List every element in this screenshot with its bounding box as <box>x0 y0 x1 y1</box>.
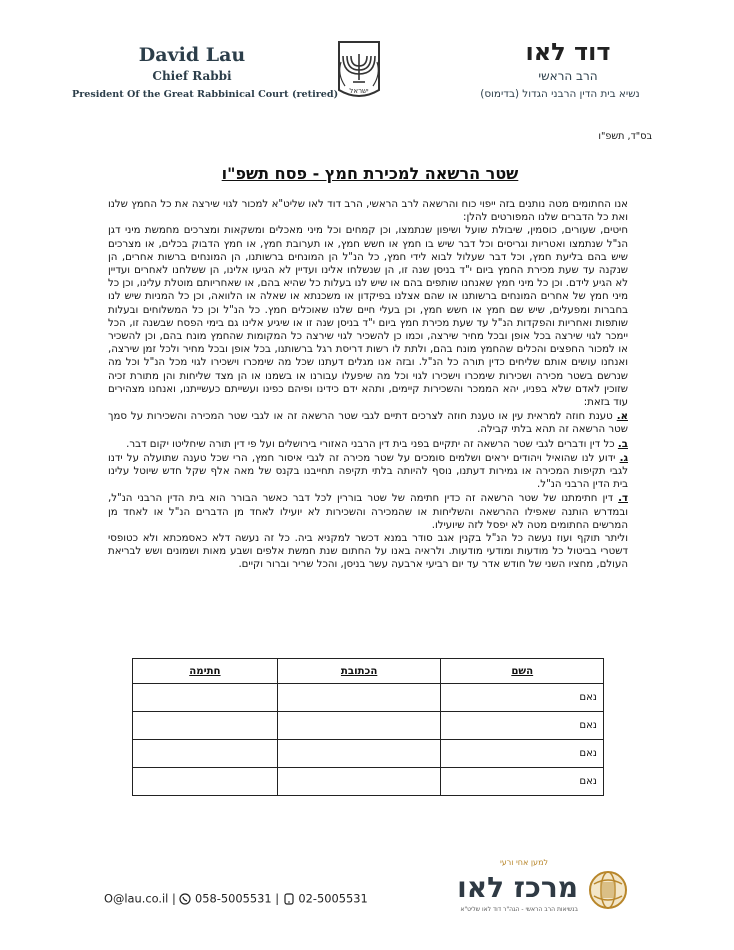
hebrew-name: דוד לאו <box>525 38 611 66</box>
english-president-line: President Of the Great Rabbinical Court (retired) <box>72 89 339 100</box>
closing-paragraph: וליתר תוקף ועוז נעשה כל הנ"ל בקנין אגב סודר במנא דכשר למקניא ביה. כל זה נעשה דלא כאסמכתא ולא כטופסי דשטרי בביטול כל מודעות ומודעי מודעות. ולראיה באנו על החתום שנת חמשת אלפים ושבע מאות ושמונים ושש לבריאת העולם, מחציו השני של חודש אדר עד יום רביעי ארבעה עשר בניסן, והכל שריר וברור וקיים. <box>108 533 628 571</box>
footer-contact <box>104 891 368 906</box>
footer-separator: | <box>275 891 280 906</box>
point-text: כל דין ודברים לגבי שטר הרשאה זה יתקיים בפני בית דין הרבני האזורי בירושלים ועל פי דין תורה שיחליטו יקום דבר. <box>126 438 618 450</box>
signature-cell[interactable] <box>133 740 278 768</box>
intro-paragraph: אנו החתומים מטה נותנים בזה ייפוי כוח והרשאה לרב הראשי, הרב דוד לאו שליט"א למכור לגוי שירצה את כל החמץ שלנו ואת כל הדברים שלנו המפורטים להלן: <box>108 199 628 224</box>
logo-text: מרכז לאו <box>457 871 578 904</box>
signature-cell[interactable] <box>133 684 278 712</box>
footer-email[interactable]: O@lau.co.il <box>104 891 169 906</box>
point-text: דין חתימתנו של שטר הרשאה זה כדין חתימה של שטר בוררין לכל דבר כאשר הבורר הוא בית הדין הרבני הנ"ל, ובמדרש הותנה שאפילו ההרשאה והשליחות או שהמכירה והשכירות לא יועילו לאחד מן הדברים הנ"ל או לאחד מן המרשים החתומים מטה לא יפסל לזה שיועילו. <box>108 493 628 531</box>
signature-table <box>132 658 604 796</box>
table-row <box>133 768 604 796</box>
point-label: ד. <box>618 493 628 505</box>
emblem-caption: ישראל <box>349 87 369 95</box>
point-label: ב. <box>617 438 628 450</box>
address-cell[interactable] <box>277 768 441 796</box>
name-cell[interactable]: נאם <box>441 712 604 740</box>
table-row <box>133 740 604 768</box>
point-a <box>108 410 628 436</box>
table-row <box>133 712 604 740</box>
footer-phone-mobile[interactable]: 058-5005531 <box>195 891 272 906</box>
menorah-emblem-icon <box>333 40 385 104</box>
point-text: ידוע לנו שהואיל ויהודים יראים ושלמים סומכים על שטר מכירה זה לגבי איסור חמץ, הרי שכל טענה שתועלה על ידנו לגבי תקיפות המכירה או גמירות דעתנו, נוסף להיותה בלתי תקיפה תחייבנו בקנס של מאה אלף שקל חדש שיוטל עלינו בית הדין הרבני הנ"ל. <box>108 452 628 491</box>
point-b <box>108 438 628 451</box>
hebrew-title: הרב הראשי <box>538 69 598 83</box>
table-row <box>133 684 604 712</box>
document-body <box>108 198 628 572</box>
english-name: David Lau <box>138 44 246 66</box>
address-cell[interactable] <box>277 684 441 712</box>
hebrew-president-line: נשיא בית הדין הרבני הגדול (בדימוס) <box>480 88 640 100</box>
point-text: טענת חוזה למראית עין או טענת חוזה לצרכים דתיים לגבי שטר הרשאה זה או לגבי שטר המכירה והשכירות על סמך שטר הרשאה זה תהא בלתי קבילה. <box>108 411 628 436</box>
footer-separator: | <box>171 891 176 906</box>
document-title: שטר הרשאה למכירת חמץ - פסח תשפ"ו <box>221 164 519 183</box>
document-date: בס"ד, תשפ"ו <box>598 131 652 142</box>
header-signature: חתימה <box>133 659 278 684</box>
logo-tagline: למען אחי ורעי <box>499 858 549 867</box>
english-title: Chief Rabbi <box>152 69 232 83</box>
point-d <box>108 492 628 532</box>
whatsapp-icon <box>179 893 191 905</box>
signature-cell[interactable] <box>133 712 278 740</box>
footer-phone-landline[interactable]: 02-5005531 <box>298 891 368 906</box>
address-cell[interactable] <box>277 712 441 740</box>
logo-subtitle: בנשיאות הרב הראשי - הגה"ר דוד לאו שליט"א <box>460 906 578 913</box>
header-name: השם <box>441 659 604 684</box>
point-c <box>108 452 628 492</box>
phone-icon <box>283 893 295 905</box>
table-header-row <box>133 659 604 684</box>
point-label: א. <box>616 411 628 423</box>
name-cell[interactable]: נאם <box>441 740 604 768</box>
address-cell[interactable] <box>277 740 441 768</box>
name-cell[interactable]: נאם <box>441 684 604 712</box>
point-label: ג. <box>619 452 628 464</box>
main-paragraph: חיטים, שעורים, כוסמין, שיבולת שועל ושיפון שנתמצו, וכן קמחים וכל מיני מאכלים ומשקאות ומצרכים מחמשת מיני דגן הנ"ל שנתמצו ואטריות וגריסים וכל דבר שיש בו חמץ או חשש חמץ, או תערובת חמץ, או חמץ הדבוק בכלים, או מצרכים שיש בהם בליעת חמץ, וכל דבר שעלול לבוא לידי חמץ, כל הנ"ל הן המונחים ברשותנו, הן המונחים ברשות אחרים, הן שנקנה עד שעת מכירת החמץ ביום י"ד בניסן שנה זו, הן שנשלחו אלינו ועדיין לא הגיעו אלינו, הן ששלחנו לאחרים ועדיין לא הגיע לידם. וכן כל מיני חמץ שאנחנו שותפים בהם או שיש לנו בעלות כל שהיא בהם, או שאחריותם מוטלת עלינו, וכן כל מיני חמץ של אחרים המונחים ברשותנו או שהם אצלנו בפיקדון או משכנתא או שאלה או הלוואה, וכן כל המניות שיש לנו בחברות ומפעלים, שיש שם חמץ או חשש חמץ, וכן בעלי חיים שלנו שאוכלים חמץ. כל הנ"ל וכן כל המשלוחים ובעלות שותפות ואחריות והפקדות הנ"ל עד שעת מכירת חמץ ביום י"ד בניסן שנה זו או שיגיע אלינו גם בימי הפסח שבשנה זו, הכל יימכר לגוי שירצה בכל אופן ובכל מחיר שירצה, וכמו כן להשכיר לגוי שירצה כל המקומות שהחמץ מונח בהם, וכן להשכיר או למכור החפצים והכלים שהחמץ מונח בהם, ולתת לו רשות דריסת רגל ברשותנו, בכל אופן ובכל מחיר ולכל זמן שירצה, ואנחנו עושים אותם שליחים כדין תורה כל הנ"ל. ובזה אנו מגלים דעתנו שכל מה שימכרו וישכירו לגוי מכל הנ"ל וכל מה שנרשם בשטר מכירה ושכירות שימכרו וישכירו לגוי וכל מה שיפעלו עבורנו או בשמנו או הן מצד שליחות והן מתורת זכיה שזוכין לאדם שלא בפניו, יהא הממכר והשכירות קיימים, ותהא ידם כידינו ופיהם כפינו ועשייתם כעשייתנו, ואנחנו מצהירים עוד בזאת: <box>108 225 628 409</box>
signature-cell[interactable] <box>133 768 278 796</box>
header-address: הכתובת <box>277 659 441 684</box>
name-cell[interactable]: נאם <box>441 768 604 796</box>
